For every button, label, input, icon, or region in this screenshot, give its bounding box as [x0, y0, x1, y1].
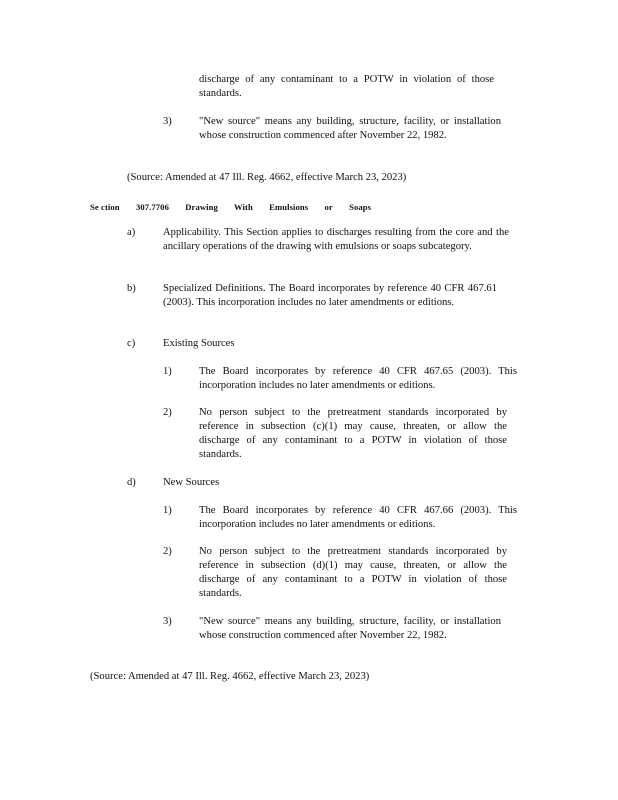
item-text: No person subject to the pretreatment standards incorporated by reference in subsection (d)(1) may cause, threaten, or allow the discharge of any contaminant to a POTW in violation of those standards.: [199, 546, 507, 599]
new-source-definition: "New source" means any building, structure, facility, or installation whose construction commenced after November 22, 1982.: [199, 116, 501, 141]
definitions-text: Specialized Definitions. The Board incorporates by reference 40 CFR 467.61 (2003). This incorporation includes no later amendments or editions.: [163, 283, 497, 308]
subsection-label: c): [127, 338, 136, 349]
item-text: The Board incorporates by reference 40 CFR 467.65 (2003). This incorporation includes no later amendments or editions.: [199, 366, 517, 391]
item-label: 1): [163, 505, 172, 516]
section-title-word: Emulsions: [269, 202, 309, 212]
section-heading: [90, 200, 385, 214]
item-text: The Board incorporates by reference 40 CFR 467.66 (2003). This incorporation includes no later amendments or editions.: [199, 505, 517, 530]
subsection-label: d): [127, 477, 136, 488]
section-title-word: Drawing: [185, 202, 218, 212]
item-label: 3): [163, 116, 172, 127]
item-label: 2): [163, 407, 172, 418]
subsection-title: New Sources: [163, 477, 220, 488]
applicability-text: Applicability. This Section applies to discharges resulting from the core and the ancillary operations of the drawing with emulsions or soaps subcategory.: [163, 227, 509, 252]
subsection-label: b): [127, 283, 136, 294]
source-note: (Source: Amended at 47 Ill. Reg. 4662, effective March 23, 2023): [127, 172, 407, 183]
section-prefix: Se ction: [90, 202, 120, 212]
continued-paragraph: discharge of any contaminant to a POTW in violation of those standards.: [199, 74, 494, 99]
section-title-word: Soaps: [349, 202, 372, 212]
section-number: 307.7706: [135, 202, 169, 212]
item-label: 3): [163, 616, 172, 627]
subsection-label: a): [127, 227, 136, 238]
source-note: (Source: Amended at 47 Ill. Reg. 4662, effective March 23, 2023): [90, 671, 370, 682]
section-title-word: With: [234, 202, 253, 212]
section-title-word: or: [324, 202, 333, 212]
item-label: 1): [163, 366, 172, 377]
new-source-definition: "New source" means any building, structure, facility, or installation whose construction commenced after November 22, 1982.: [199, 616, 501, 641]
subsection-title: Existing Sources: [163, 338, 235, 349]
item-text: No person subject to the pretreatment standards incorporated by reference in subsection (c)(1) may cause, threaten, or allow the discharge of any contaminant to a POTW in violation of those standards.: [199, 407, 507, 460]
item-label: 2): [163, 546, 172, 557]
